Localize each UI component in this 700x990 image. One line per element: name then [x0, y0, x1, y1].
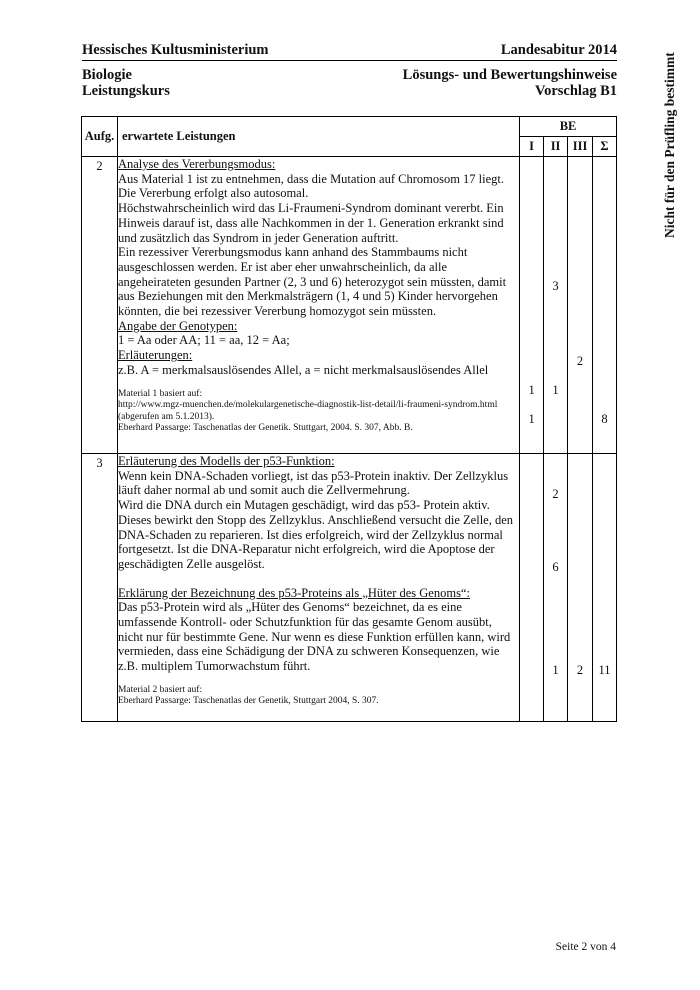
source-line: Material 1 basiert auf:	[117, 388, 203, 399]
be-value: 1	[528, 383, 535, 397]
be-value: 2	[552, 487, 559, 501]
be-value: 1	[552, 383, 559, 397]
be-value: 6	[552, 560, 559, 574]
document-type: Lösungs- und Bewertungshinweise	[402, 67, 617, 83]
proposal-label: Vorschlag B1	[534, 83, 617, 99]
col-task-header: Aufg.	[82, 117, 118, 157]
col-iii-header: III	[568, 137, 593, 157]
be-value: 1	[552, 663, 559, 677]
col-sum-header: Σ	[593, 137, 617, 157]
be-iii-cell	[568, 454, 593, 722]
side-note	[662, 38, 680, 238]
task-3-source	[118, 685, 519, 708]
be-sum-cell	[593, 157, 617, 454]
be-iii-cell	[568, 157, 593, 454]
task-3-paragraph-1: Wenn kein DNA-Schaden vorliegt, ist das p53-Protein inaktiv. Der Zellzyklus läuft daher normal ab und somit auch die Zellvermehrung.	[117, 468, 509, 498]
task-2-paragraph-3: Ein rezessiver Vererbungsmodus kann anhand des Stammbaums nicht ausgeschlossen werden. Er ist aber eher unwahrscheinlich, da alle angeheirateten gesunden Partner (2, 3 und 6) heterozygot sein müssten, damit aus Beziehungen mit den Merkmalsträgern (1, 4 und 5) Kinder hervorgehen könnten, die bei rezessiver Vererbung homozygot sein müssten.	[117, 245, 507, 319]
source-line: Eberhard Passarge: Taschenatlas der Genetik, Stuttgart 2004, S. 307.	[117, 696, 379, 707]
side-note-text: Nicht für den Prüfling bestimmt	[662, 52, 677, 238]
page-number: Seite 2 von 4	[555, 941, 616, 953]
task-2-heading-explanations: Erläuterungen:	[117, 348, 193, 363]
subject: Biologie	[82, 67, 132, 83]
solutions-table	[81, 116, 617, 722]
be-sum-cell	[593, 454, 617, 722]
col-be-header: BE	[520, 117, 617, 137]
source-line: http://www.mgz-muenchen.de/molekulargenetische-diagnostik-list-detail/li-fraumeni-syndrom.html (abgerufen am 5.1.2013).	[117, 400, 498, 422]
col-ii-header: II	[544, 137, 568, 157]
be-value: 2	[576, 354, 584, 368]
task-2-paragraph-2: Höchstwahrscheinlich wird das Li-Fraumeni-Syndrom dominant vererbt. Ein Hinweis darauf ist, dass alle Nachkommen in der 1. Generation erkrankt sind und zusätzlich das Syndrom in jeder Generation auftritt.	[117, 201, 504, 245]
table-header-row	[82, 117, 617, 137]
task-2-paragraph-1: Aus Material 1 ist zu entnehmen, dass die Mutation auf Chromosom 17 liegt. Die Vererbung erfolgt also autosomal.	[117, 171, 505, 201]
be-i-cell	[520, 454, 544, 722]
col-i-header: I	[520, 137, 544, 157]
organization-name: Hessisches Kultusministerium	[82, 42, 269, 58]
course-level: Leistungskurs	[82, 83, 170, 99]
be-sum-value: 8	[601, 412, 608, 426]
source-line: Material 2 basiert auf:	[117, 684, 203, 695]
be-ii-cell	[544, 454, 568, 722]
task-3-heading-model: Erläuterung des Modells der p53-Funktion:	[117, 454, 335, 468]
be-i-cell	[520, 157, 544, 454]
task-2-genotypes: 1 = Aa oder AA; 11 = aa, 12 = Aa;	[117, 333, 290, 348]
col-expected-header: erwartete Leistungen	[117, 117, 519, 157]
exam-title: Landesabitur 2014	[500, 42, 617, 58]
source-line: Eberhard Passarge: Taschenatlas der Genetik. Stuttgart, 2004. S. 307, Abb. B.	[117, 423, 413, 434]
be-sum-value: 11	[598, 663, 611, 677]
task-2-content	[117, 157, 519, 454]
be-value: 3	[552, 279, 559, 293]
task-3-paragraph-3: Das p53-Protein wird als „Hüter des Genoms“ bezeichnet, da es eine umfassende Kontroll- oder Schutzfunktion für das gesamte Genom ausübt, nicht nur für bestimmte Gene. Nur wenn es diese Funktion erfüllen kann, wird vermieden, dass eine Schädigung der DNA zu schweren Konsequenzen, wie z.B. multiplem Tumorwachstum führt.	[117, 600, 511, 674]
task-3-paragraph-2: Wird die DNA durch ein Mutagen geschädigt, wird das p53- Protein aktiv. Dieses bewirkt den Stopp des Zellzyklus. Anschließend versucht die Zelle, den DNA-Schaden zu reparieren. Ist dies erfolgreich, wird der Zellzyklus normal fortgesetzt. Ist die DNA-Reparatur nicht erfolgreich, wird die Apoptose der geschädigten Zelle ausgelöst.	[117, 498, 514, 571]
table-row-task-3	[82, 454, 617, 722]
task-2-heading-genotypes: Angabe der Genotypen:	[117, 318, 238, 333]
be-value: 1	[528, 412, 535, 426]
header-divider	[82, 60, 617, 61]
task-2-explanation: z.B. A = merkmalsauslösendes Allel, a = nicht merkmalsauslösendes Allel	[117, 362, 489, 377]
task-3-heading-guardian: Erklärung der Bezeichnung des p53-Proteins als „Hüter des Genoms“:	[117, 585, 470, 600]
task-3-content	[117, 454, 519, 722]
be-ii-cell	[544, 157, 568, 454]
task-2-heading-inheritance: Analyse des Vererbungsmodus:	[117, 157, 276, 171]
task-2-source	[118, 389, 519, 435]
task-number: 3	[82, 454, 118, 722]
be-value: 2	[576, 663, 584, 677]
task-number: 2	[82, 157, 118, 454]
table-row-task-2	[82, 157, 617, 454]
